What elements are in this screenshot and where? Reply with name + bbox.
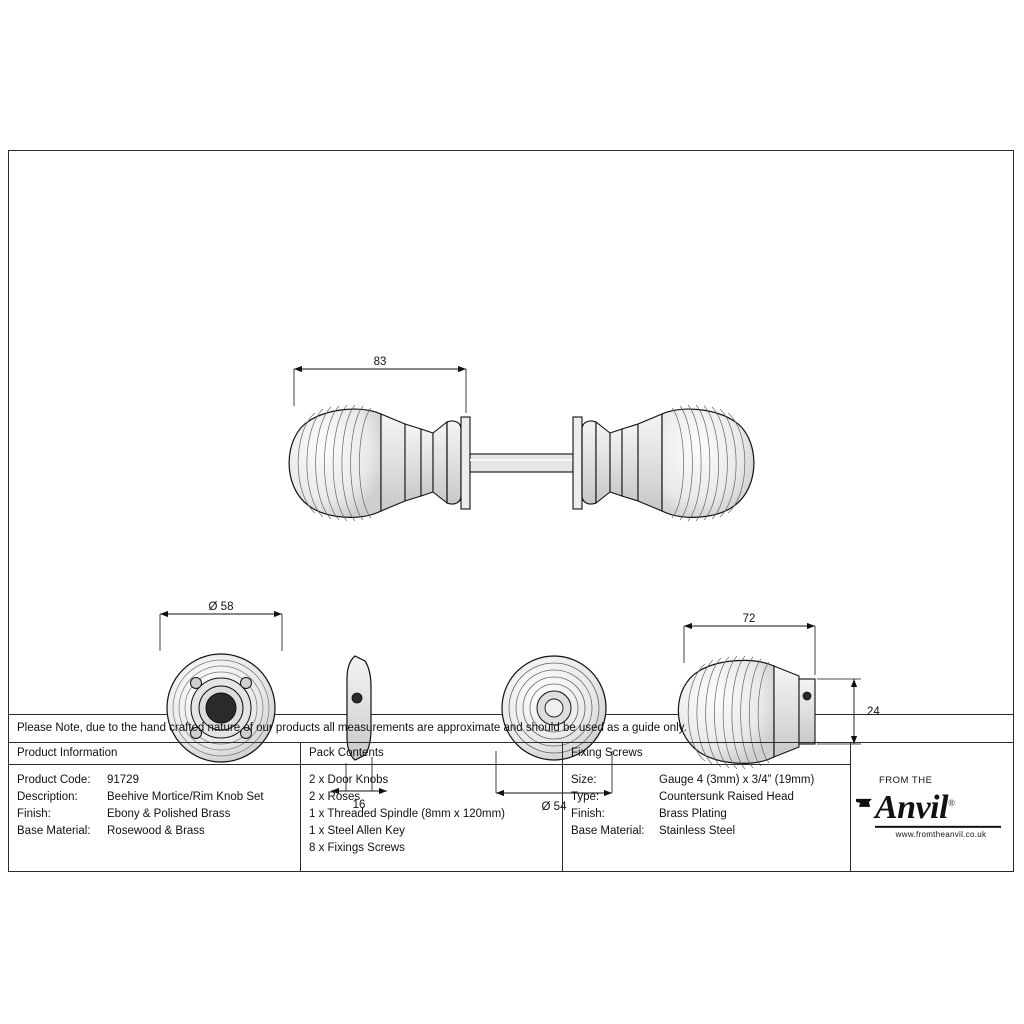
pack-contents-item: 1 x Steel Allen Key: [309, 825, 405, 837]
product-information-column: [9, 743, 301, 871]
product-info-row: [17, 789, 292, 806]
logo-wordmark: [857, 786, 1007, 825]
logo-top-text: FROM THE: [879, 774, 933, 786]
pack-contents-item: 2 x Door Knobs: [309, 774, 389, 786]
fixing-screws-row: [571, 823, 842, 840]
dimension-rose-diameter: [160, 601, 282, 651]
logo-url-text: www.fromtheanvil.co.uk: [895, 830, 987, 840]
brand-logo-column: [851, 743, 1013, 871]
measurement-note: Please Note, due to the hand crafted nature of our products all measurements are approximate and should be used as a guide only.: [9, 715, 1013, 743]
base-material-label: Base Material:: [17, 825, 91, 837]
screw-finish-label: Finish:: [571, 808, 605, 820]
screw-finish-value: Brass Plating: [659, 808, 727, 820]
fixing-screws-column: [563, 743, 851, 871]
product-code-label: Product Code:: [17, 774, 91, 786]
screw-base-material-value: Stainless Steel: [659, 825, 736, 837]
fixing-screws-heading: Fixing Screws: [563, 743, 850, 765]
pack-contents-item: 8 x Fixings Screws: [309, 842, 405, 854]
screw-type-value: Countersunk Raised Head: [659, 791, 794, 803]
product-information-heading: Product Information: [9, 743, 300, 765]
information-table: [9, 743, 1013, 871]
fixing-screws-row: [571, 772, 842, 789]
dimension-overall-length: [294, 356, 466, 413]
pack-contents-heading: Pack Contents: [301, 743, 562, 765]
logo-registered-mark: ®: [948, 797, 955, 808]
anvil-logo: [857, 775, 1007, 839]
technical-drawing-sheet: [8, 150, 1014, 872]
anvil-icon: [855, 794, 873, 810]
screw-base-material-label: Base Material:: [571, 825, 645, 837]
dim-83-label: 83: [373, 356, 387, 368]
description-label: Description:: [17, 791, 78, 803]
fixing-screws-row: [571, 806, 842, 823]
screw-size-value: Gauge 4 (3mm) x 3/4” (19mm): [659, 774, 815, 786]
pack-contents-column: [301, 743, 563, 871]
logo-divider: [875, 826, 1001, 828]
product-info-row: [17, 823, 292, 840]
fixing-screws-row: [571, 789, 842, 806]
dim-72-label: 72: [742, 613, 756, 625]
finish-label: Finish:: [17, 808, 51, 820]
pack-contents-item: 1 x Threaded Spindle (8mm x 120mm): [309, 808, 506, 820]
dim-d54-label: Ø 54: [541, 801, 567, 813]
product-info-row: [17, 806, 292, 823]
product-info-row: [17, 772, 292, 789]
product-code-value: 91729: [107, 774, 139, 786]
screw-size-label: Size:: [571, 774, 597, 786]
knob-pair-elevation: [289, 405, 754, 521]
base-material-value: Rosewood & Brass: [107, 825, 205, 837]
finish-value: Ebony & Polished Brass: [107, 808, 231, 820]
dim-16-label: 16: [352, 799, 366, 811]
description-value: Beehive Mortice/Rim Knob Set: [107, 791, 264, 803]
pack-contents-item: 2 x Roses: [309, 791, 361, 803]
dim-d58-label: Ø 58: [208, 601, 234, 613]
screw-type-label: Type:: [571, 791, 600, 803]
dim-24-label: 24: [867, 706, 880, 718]
logo-name-text: Anvil: [875, 789, 949, 827]
